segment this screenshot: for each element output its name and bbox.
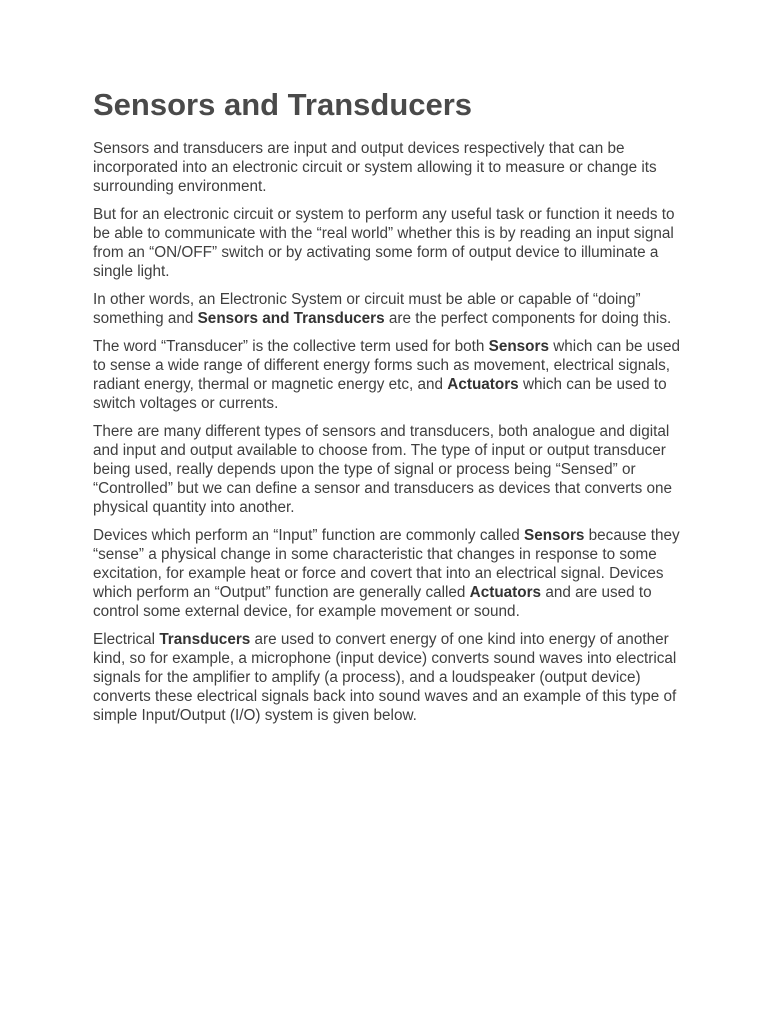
document-body xyxy=(93,139,683,725)
paragraph xyxy=(93,337,683,413)
bold-term: Transducers xyxy=(159,631,251,648)
bold-term: Sensors and Transducers xyxy=(197,310,385,327)
bold-term: Sensors xyxy=(524,527,585,544)
bold-term: Actuators xyxy=(469,584,542,601)
paragraph-text: are used to convert energy of one kind into energy of another kind, so for example, a microphone (input device) converts sound waves into electrical signals for the amplifier to amplify (a process), and a loudspeaker (output device) converts these electrical signals back into sound waves and an example of this type of simple Input/Output (I/O) system is given below. xyxy=(93,631,677,724)
paragraph-text: are the perfect components for doing this. xyxy=(384,310,672,327)
paragraph-text: which can be used to switch voltages or currents. xyxy=(93,376,667,412)
paragraph-text: In other words, an Electronic System or circuit must be able or capable of “doing” something and xyxy=(93,291,641,327)
paragraph-text: The word “Transducer” is the collective term used for both xyxy=(93,338,489,355)
paragraph-text: Devices which perform an “Input” function are commonly called xyxy=(93,527,525,544)
page-title: Sensors and Transducers xyxy=(93,87,473,122)
paragraph xyxy=(93,422,683,517)
paragraph xyxy=(93,630,683,725)
bold-term: Actuators xyxy=(447,376,519,393)
bold-term: Sensors xyxy=(488,338,549,355)
paragraph-text: and are used to control some external device, for example movement or sound. xyxy=(93,584,652,620)
paragraph xyxy=(93,139,683,196)
document-page xyxy=(93,86,683,734)
paragraph-text: because they “sense” a physical change in some characteristic that changes in response to some excitation, for example heat or force and covert that into an electrical signal. Devices which perform an “Output” function are generally called xyxy=(93,527,680,601)
paragraph-text: But for an electronic circuit or system to perform any useful task or function it needs to be able to communicate with the “real world” whether this is by reading an input signal from an “ON/OFF” switch or by activating some form of output device to illuminate a single light. xyxy=(93,206,675,280)
paragraph xyxy=(93,205,683,281)
paragraph-text: Sensors and transducers are input and output devices respectively that can be incorporated into an electronic circuit or system allowing it to measure or change its surrounding environment. xyxy=(93,140,657,195)
paragraph-text: which can be used to sense a wide range of different energy forms such as movement, electrical signals, radiant energy, thermal or magnetic energy etc, and xyxy=(93,338,680,393)
paragraph-text: There are many different types of sensors and transducers, both analogue and digital and input and output available to choose from. The type of input or output transducer being used, really depends upon the type of signal or process being “Sensed” or “Controlled” but we can define a sensor and transducers as devices that converts one physical quantity into another. xyxy=(93,423,673,516)
paragraph xyxy=(93,526,683,621)
paragraph-text: Electrical xyxy=(93,631,160,648)
paragraph xyxy=(93,290,683,328)
